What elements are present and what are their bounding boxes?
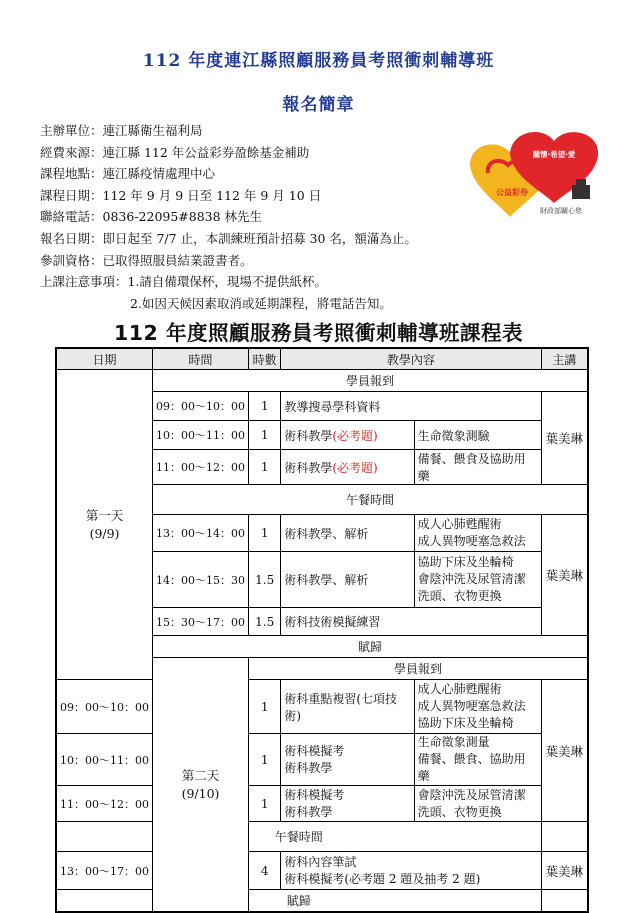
required-tag: (必考題): [332, 428, 378, 443]
info-block: [40, 120, 460, 314]
time-cell: 10：00～11：00: [153, 421, 249, 450]
content-cell: 術科教學、解析: [281, 515, 414, 552]
table-row: [56, 852, 588, 890]
required-tag: (必考題): [332, 460, 378, 475]
lunch-cell: 午餐時間: [56, 822, 541, 852]
info-registration: 報名日期：即日起至 7/7 止，本訓練班預計招募 30 名，額滿為止。: [40, 230, 417, 246]
info-notice-1: 上課注意事項：1.請自備環保杯，現場不提供紙杯。: [40, 274, 327, 290]
content-cell: [281, 450, 414, 485]
info-eligibility: 參訓資格：已取得照服員結業證書者。: [40, 252, 253, 268]
header-time: 時間: [153, 348, 249, 370]
lottery-heart-logo: [460, 125, 605, 220]
day2-date: (9/10): [181, 785, 220, 801]
content-cell: 教導搜尋學科資料: [281, 392, 541, 421]
day1-checkin: 學員報到: [153, 370, 589, 392]
dismiss-cell: 賦歸: [56, 890, 541, 913]
table-row: [56, 890, 588, 913]
logo-heart-text: 關懷‧希望‧愛: [532, 150, 576, 159]
detail-line: 備餐、餵食、協助用藥: [417, 752, 526, 783]
hours-cell: 1: [249, 515, 281, 552]
day1-label: 第一天: [85, 507, 124, 523]
content-cell: 術科重點複習(七項技術): [281, 680, 414, 734]
header-content: 教學內容: [281, 348, 541, 370]
dismiss-cell: 賦歸: [153, 636, 589, 658]
info-location: 課程地點：連江縣疫情處理中心: [40, 166, 216, 182]
schedule-table: [55, 347, 589, 913]
day2-cell: [153, 658, 249, 913]
hours-cell: 1: [249, 392, 281, 421]
time-cell: 09：00～10：00: [153, 392, 249, 421]
page-title: 112 年度連江縣照顧服務員考照衝刺輔導班: [142, 51, 495, 71]
day2-label: 第二天: [181, 767, 220, 783]
time-cell: 10：00～11：00: [56, 734, 153, 786]
time-cell: 13：00～14：00: [153, 515, 249, 552]
content-line: 術科教學: [284, 760, 333, 775]
content-cell: 術科教學、解析: [281, 552, 414, 608]
table-row: [56, 786, 588, 822]
detail-line: 成人異物哽塞急救法: [417, 699, 526, 713]
content-line: 術科模擬考(必考題 2 題及抽考 2 題): [284, 871, 481, 886]
content-cell: [281, 734, 414, 786]
table-row: [56, 734, 588, 786]
hours-cell: 1.5: [249, 608, 281, 636]
lunch-cell: 午餐時間: [153, 485, 589, 515]
info-phone: 聯絡電話：0836-22095#8838 林先生: [40, 209, 263, 225]
schedule-title: 112 年度照顧服務員考照衝刺輔導班課程表: [114, 321, 523, 345]
header-hours: 時數: [249, 348, 281, 370]
teacher-cell: 葉美琳: [541, 392, 588, 485]
header-teacher: 主講: [541, 348, 588, 370]
content-text: 術科教學: [284, 428, 333, 443]
detail-cell: [414, 680, 541, 734]
detail-line: 洗頭、衣物更換: [417, 804, 502, 819]
content-cell: [281, 421, 414, 450]
teacher-cell: 葉美琳: [541, 515, 588, 636]
day1-date: (9/9): [89, 525, 120, 541]
detail-cell: 生命徵象測驗: [414, 421, 541, 450]
hours-cell: 1: [249, 450, 281, 485]
info-notice-2: 2.如因天候因素取消或延期課程，將電話告知。: [130, 295, 392, 311]
content-text: 術科教學: [284, 460, 333, 475]
teacher-cell: 葉美琳: [541, 680, 588, 822]
hours-cell: 1: [249, 734, 281, 786]
content-line: 術科模擬考: [284, 743, 345, 758]
time-cell: 13：00～17：00: [56, 852, 153, 890]
detail-cell: [414, 515, 541, 552]
detail-cell: [414, 786, 541, 822]
teacher-cell: 葉美琳: [541, 852, 588, 890]
detail-line: 洗頭、衣物更換: [417, 589, 502, 603]
content-cell: 術科技術模擬練習: [281, 608, 541, 636]
detail-cell: [414, 552, 541, 608]
content-cell: [281, 852, 541, 890]
detail-line: 成人心肺甦醒術: [417, 682, 502, 696]
time-cell: 15：30～17：00: [153, 608, 249, 636]
time-cell: 09：00～10：00: [56, 680, 153, 734]
table-row: [56, 680, 588, 734]
day1-cell: [56, 370, 153, 680]
hours-cell: 1: [249, 786, 281, 822]
content-line: 術科內容筆試: [284, 854, 357, 869]
detail-line: 協助下床及坐輪椅: [417, 555, 514, 569]
time-cell: 11：00～12：00: [56, 786, 153, 822]
info-organizer: 主辦單位：連江縣衛生福利局: [40, 123, 203, 138]
detail-line: 成人異物哽塞急救法: [417, 534, 526, 548]
detail-line: 成人心肺甦醒術: [417, 517, 502, 531]
logo-caption: 財政部關心您: [540, 207, 582, 215]
table-header-row: [56, 348, 588, 370]
info-dates: 課程日期：112 年 9 月 9 日至 112 年 9 月 10 日: [40, 187, 322, 203]
content-line: 術科模擬考: [284, 787, 345, 802]
info-funding: 經費來源：連江縣 112 年公益彩券盈餘基金補助: [40, 144, 310, 160]
detail-line: 協助下床及坐輪椅: [417, 716, 514, 730]
time-cell: 11：00～12：00: [153, 450, 249, 485]
content-line: 術科教學: [284, 804, 333, 819]
day2-checkin: 學員報到: [249, 658, 589, 680]
detail-line: 會陰沖洗及尿管清潔: [417, 572, 526, 586]
table-row: [56, 822, 588, 852]
detail-cell: 備餐、餵食及協助用藥: [414, 450, 541, 485]
page-subtitle: 報名簡章: [282, 95, 355, 115]
time-cell: 14：00～15：30: [153, 552, 249, 608]
content-cell: [281, 786, 414, 822]
detail-line: 會陰沖洗及尿管清潔: [417, 787, 526, 802]
table-row: [56, 370, 588, 392]
hours-cell: 1: [249, 680, 281, 734]
detail-cell: [414, 734, 541, 786]
hours-cell: 1.5: [249, 552, 281, 608]
logo-brand-text: 公益彩券: [496, 188, 528, 197]
detail-line: 生命徵象測量: [417, 735, 490, 749]
hours-cell: 4: [249, 852, 281, 890]
hours-cell: 1: [249, 421, 281, 450]
header-date: 日期: [56, 348, 153, 370]
